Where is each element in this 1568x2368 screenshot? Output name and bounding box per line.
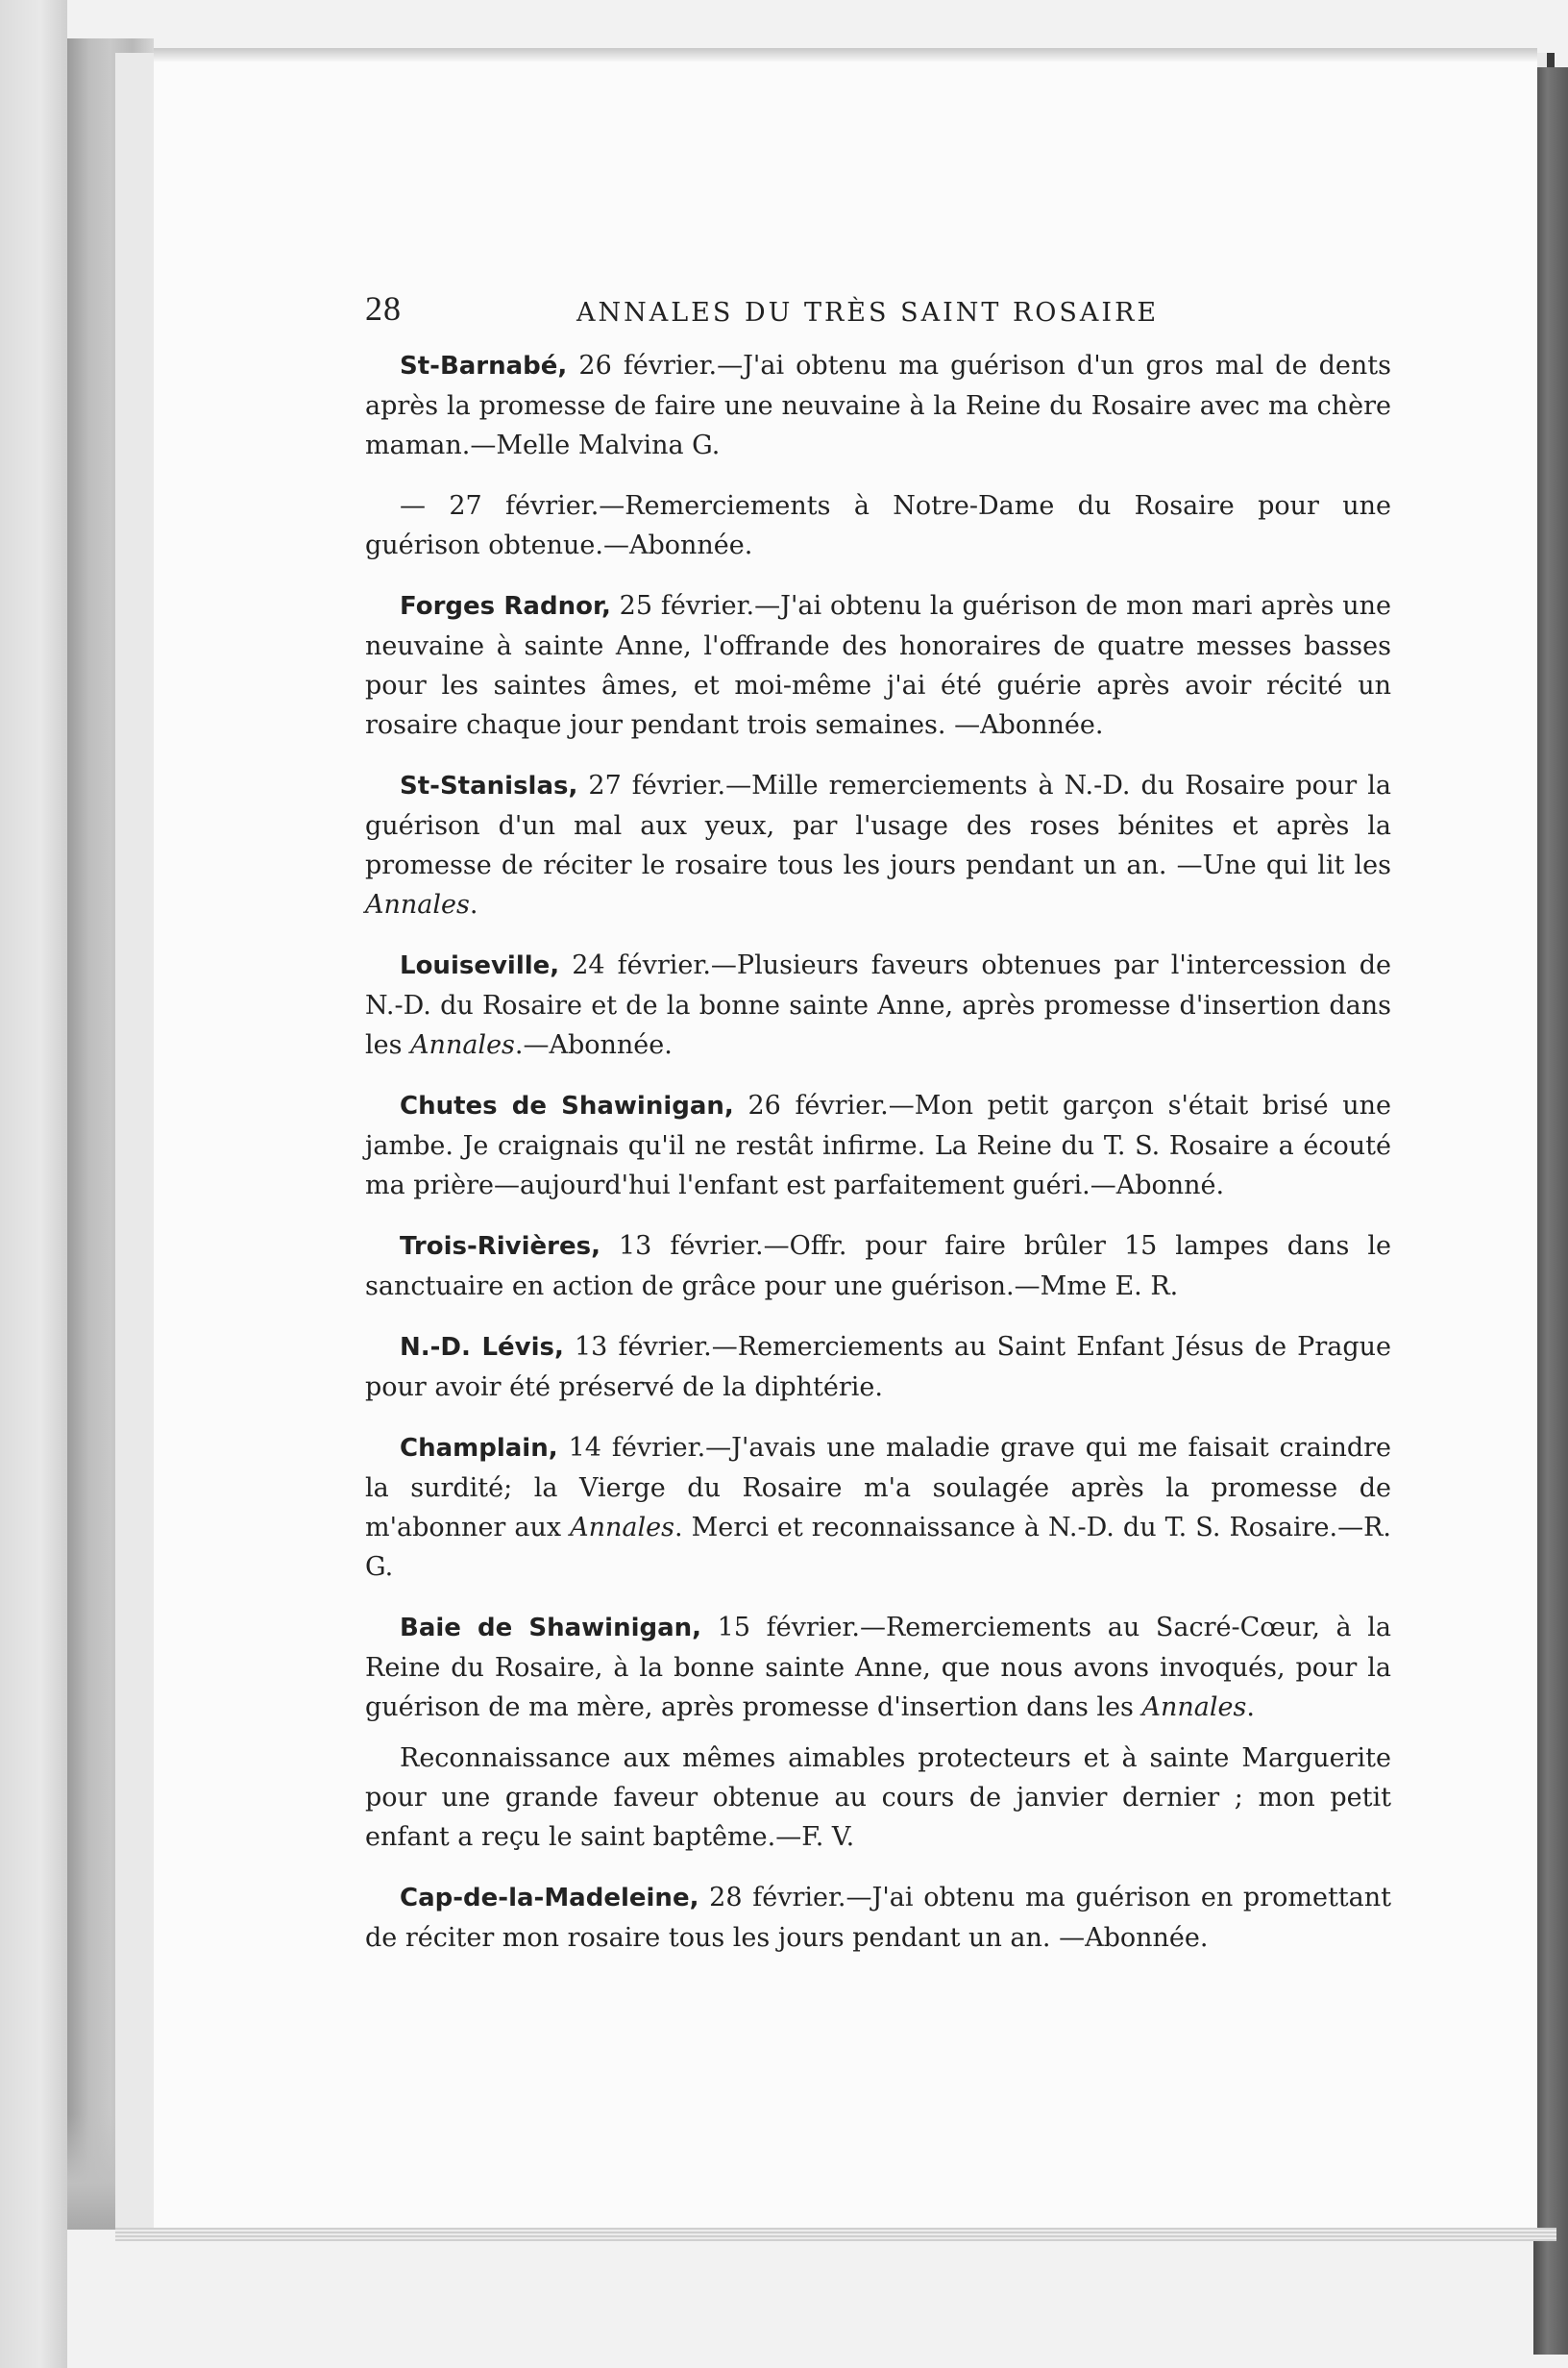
- entry-place: Chutes de Shawinigan,: [400, 1092, 734, 1121]
- entry-louiseville: [365, 946, 1391, 1065]
- entry-place: Baie de Shawinigan,: [400, 1614, 702, 1642]
- entry-trois-rivieres: [365, 1226, 1391, 1306]
- entry-place: N.-D. Lévis,: [400, 1333, 564, 1362]
- entry-text: — 27 février.—Remerciements à Notre-Dame du Rosaire pour une guérison obtenue.—Abonnée.: [365, 491, 1391, 560]
- page-number: 28: [365, 289, 402, 328]
- entry-text: Reconnaissance aux mêmes aimables protecteurs et à sainte Marguerite pour une grande faveur obtenue au cours de janvier dernier ; mon petit enfant a reçu le saint baptême.—F. V.: [365, 1743, 1391, 1852]
- entry-place: Champlain,: [400, 1434, 558, 1463]
- entry-reconnaissance: [365, 1739, 1391, 1857]
- entry-text: 15 février.—Remerciements au Sacré-Cœur, à la Reine du Rosaire, à la bonne sainte Anne, que nous avons invoqués, pour la guérison de ma mère, après promesse d'insertion dans les: [365, 1613, 1391, 1722]
- running-head: [365, 288, 1391, 346]
- entry-place: St-Barnabé,: [400, 352, 568, 381]
- entry-st-barnabe: [365, 346, 1391, 465]
- entry-text: 26 février.—Mon petit garçon s'était brisé une jambe. Je craignais qu'il ne restât infirme. La Reine du T. S. Rosaire a écouté ma prière—aujourd'hui l'enfant est parfaitement guéri.—Abonné.: [365, 1091, 1391, 1200]
- entry-place: Forges Radnor,: [400, 592, 611, 621]
- book-cover-edge: [1533, 67, 1568, 2355]
- entry-nd-levis: [365, 1327, 1391, 1407]
- entry-text: 27 février.—Mille remerciements à N.-D. du Rosaire pour la guérison d'un mal aux yeux, par l'usage des roses bénites et après la promesse de réciter le rosaire tous les jours pendant un an. —Une qui lit les: [365, 771, 1391, 880]
- entry-place: St-Stanislas,: [400, 772, 578, 801]
- entry-text-end: . Merci et reconnaissance à N.-D. du T. S. Rosaire.—R. G.: [365, 1513, 1392, 1582]
- entry-italic: Annales: [365, 890, 470, 920]
- entry-text: 26 février.—J'ai obtenu ma guérison d'un gros mal de dents après la promesse de faire une neuvaine à la Reine du Rosaire avec ma chère maman.—Melle Malvina G.: [365, 351, 1391, 460]
- scan-left-margin: [0, 0, 67, 2368]
- entry-place: Trois-Rivières,: [400, 1232, 600, 1261]
- entry-place: Cap-de-la-Madeleine,: [400, 1884, 699, 1912]
- entry-baie-de-shawinigan: [365, 1608, 1391, 1727]
- entry-text: 28 février.—J'ai obtenu ma guérison en promettant de réciter mon rosaire tous les jours pendant un an. —Abonnée.: [365, 1883, 1391, 1953]
- entry-italic: Annales: [570, 1513, 674, 1542]
- entry-text-end: .: [1246, 1692, 1255, 1722]
- entry-27-fevrier: [365, 486, 1391, 565]
- running-title: ANNALES DU TRÈS SAINT ROSAIRE: [576, 298, 1160, 328]
- entry-text: 25 février.—J'ai obtenu la guérison de mon mari après une neuvaine à sainte Anne, l'offrande des honoraires de quatre messes basses pour les saintes âmes, et moi-même j'ai été guérie après avoir récité un rosaire chaque jour pendant trois semaines. —Abonnée.: [365, 591, 1391, 740]
- entry-champlain: [365, 1428, 1391, 1587]
- entry-place: Louiseville,: [400, 951, 560, 980]
- entry-chutes-de-shawinigan: [365, 1086, 1391, 1205]
- entry-italic: Annales: [1141, 1692, 1247, 1722]
- page-bottom-edges: [115, 2228, 1556, 2241]
- entry-text: 13 février.—Offr. pour faire brûler 15 lampes dans le sanctuaire en action de grâce pour une guérison.—Mme E. R.: [365, 1231, 1391, 1301]
- entry-forges-radnor: [365, 586, 1391, 745]
- entry-text: 14 février.—J'avais une maladie grave qui me faisait craindre la surdité; la Vierge du Rosaire m'a soulagée après la promesse de m'abonner aux: [365, 1433, 1391, 1542]
- entry-text-end: .—Abonnée.: [514, 1030, 673, 1060]
- entry-text: 24 février.—Plusieurs faveurs obtenues par l'intercession de N.-D. du Rosaire et de la bonne sainte Anne, après promesse d'insertion dans les: [365, 950, 1391, 1060]
- entry-text: 13 février.—Remerciements au Saint Enfant Jésus de Prague pour avoir été préservé de la diphtérie.: [365, 1332, 1391, 1402]
- entry-cap-de-la-madeleine: [365, 1878, 1391, 1958]
- page-top-shadow: [154, 48, 1537, 62]
- text-column: [365, 288, 1391, 1979]
- entry-italic: Annales: [410, 1030, 515, 1060]
- entry-text-end: .: [469, 890, 478, 920]
- entry-st-stanislas: [365, 766, 1391, 925]
